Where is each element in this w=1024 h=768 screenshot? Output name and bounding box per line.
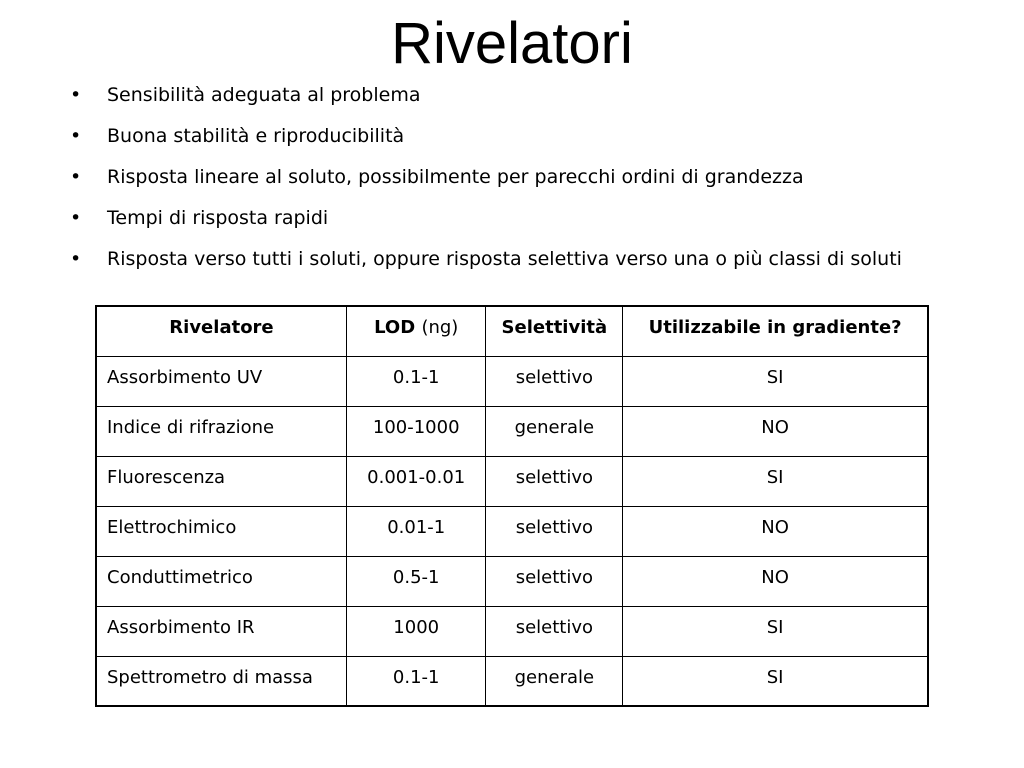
cell-lod: 0.01-1 xyxy=(346,506,486,556)
bullet-text: Risposta lineare al soluto, possibilmente per parecchi ordini di grandezza xyxy=(107,166,804,188)
cell-gradient: SI xyxy=(623,456,928,506)
bullet-icon: • xyxy=(70,84,82,106)
cell-selectivity: generale xyxy=(486,406,623,456)
cell-selectivity: selettivo xyxy=(486,356,623,406)
cell-detector: Spettrometro di massa xyxy=(96,656,346,706)
table-row xyxy=(96,656,928,706)
header-detector: Rivelatore xyxy=(96,306,346,356)
cell-gradient: SI xyxy=(623,606,928,656)
cell-lod: 1000 xyxy=(346,606,486,656)
cell-selectivity: selettivo xyxy=(486,606,623,656)
header-lod-label: LOD xyxy=(374,317,416,338)
cell-gradient: NO xyxy=(623,556,928,606)
cell-lod: 100-1000 xyxy=(346,406,486,456)
cell-lod: 0.5-1 xyxy=(346,556,486,606)
cell-lod: 0.1-1 xyxy=(346,356,486,406)
bullet-text: Buona stabilità e riproducibilità xyxy=(107,125,405,147)
cell-gradient: NO xyxy=(623,406,928,456)
bullet-icon: • xyxy=(70,166,82,188)
cell-gradient: NO xyxy=(623,506,928,556)
cell-detector: Indice di rifrazione xyxy=(96,406,346,456)
bullet-text: Tempi di risposta rapidi xyxy=(107,207,329,229)
header-lod-unit: (ng) xyxy=(421,317,459,338)
table-row xyxy=(96,556,928,606)
cell-detector: Fluorescenza xyxy=(96,456,346,506)
bullet-text: Sensibilità adeguata al problema xyxy=(107,84,421,106)
table-header-row xyxy=(96,306,928,356)
table-row xyxy=(96,356,928,406)
table-row xyxy=(96,606,928,656)
cell-lod: 0.001-0.01 xyxy=(346,456,486,506)
cell-selectivity: generale xyxy=(486,656,623,706)
cell-gradient: SI xyxy=(623,356,928,406)
cell-selectivity: selettivo xyxy=(486,456,623,506)
cell-detector: Assorbimento UV xyxy=(96,356,346,406)
cell-lod: 0.1-1 xyxy=(346,656,486,706)
slide-title: Rivelatori xyxy=(391,11,633,76)
header-selectivity: Selettività xyxy=(486,306,623,356)
cell-selectivity: selettivo xyxy=(486,556,623,606)
bullet-icon: • xyxy=(70,207,82,229)
header-gradient: Utilizzabile in gradiente? xyxy=(623,306,928,356)
header-lod xyxy=(346,306,486,356)
table-row xyxy=(96,506,928,556)
detectors-table xyxy=(95,305,929,707)
table-row xyxy=(96,456,928,506)
bullet-text: Risposta verso tutti i soluti, oppure risposta selettiva verso una o più classi di soluti xyxy=(107,248,902,270)
cell-selectivity: selettivo xyxy=(486,506,623,556)
cell-detector: Elettrochimico xyxy=(96,506,346,556)
table-row xyxy=(96,406,928,456)
cell-detector: Assorbimento IR xyxy=(96,606,346,656)
bullet-icon: • xyxy=(70,125,82,147)
bullet-icon: • xyxy=(70,248,82,270)
cell-gradient: SI xyxy=(623,656,928,706)
cell-detector: Conduttimetrico xyxy=(96,556,346,606)
